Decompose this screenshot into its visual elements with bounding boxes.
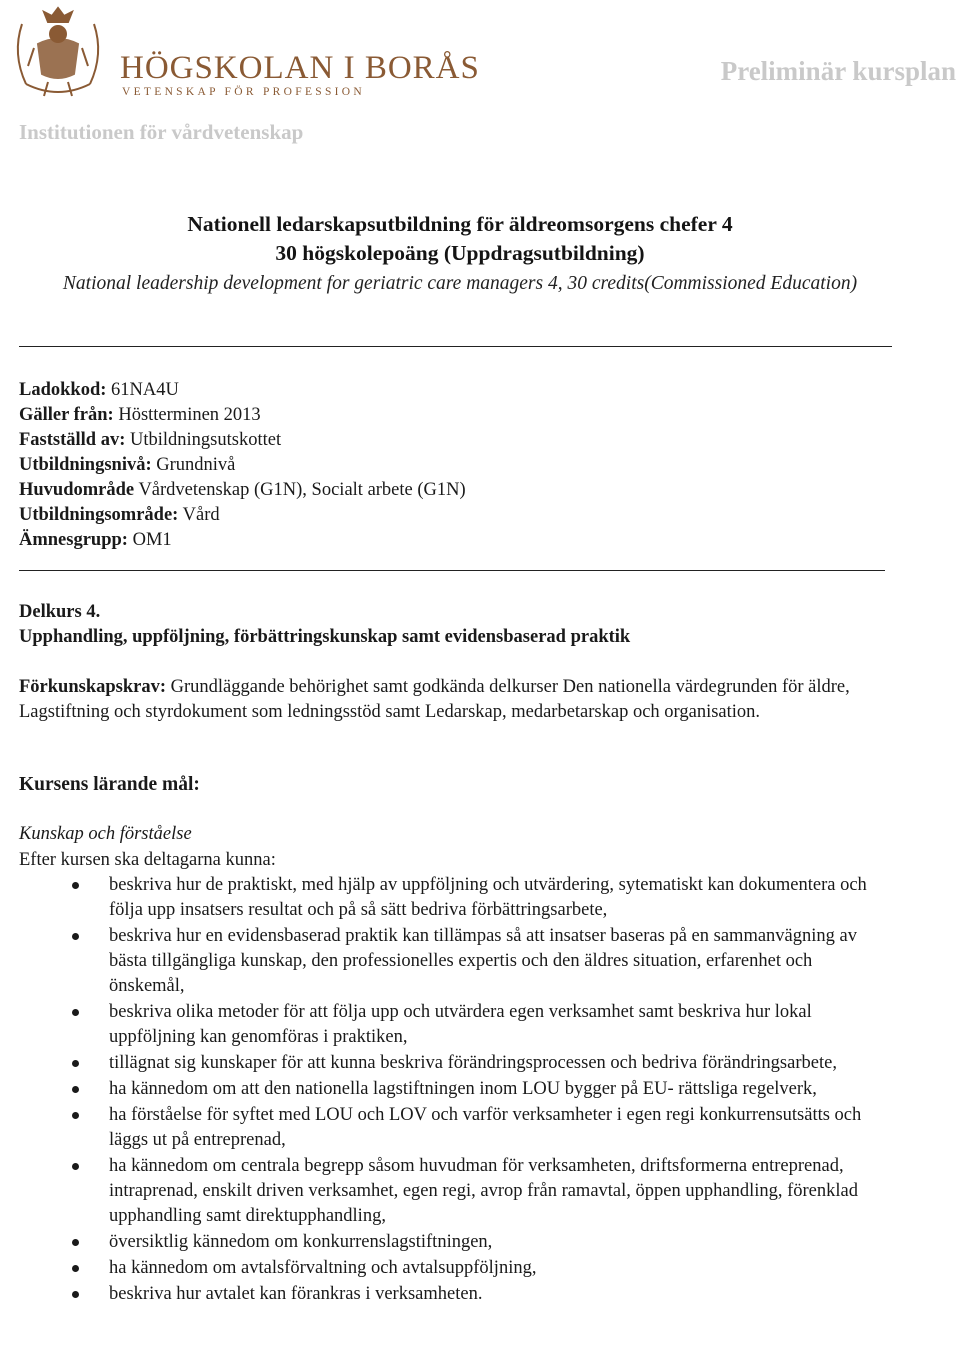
info-value: 61NA4U — [111, 380, 179, 400]
bullet-icon — [72, 1086, 79, 1093]
goals-intro: Efter kursen ska deltagarna kunna: — [19, 850, 276, 870]
course-title-english: National leadership development for geriatric care managers 4, 30 credits(Commissioned Education) — [62, 273, 858, 294]
info-row-level — [19, 453, 466, 478]
bullet-icon — [72, 1163, 79, 1170]
info-label: Utbildningsområde: — [19, 505, 179, 525]
list-item — [0, 924, 889, 999]
learning-goals-heading: Kursens lärande mål: — [19, 774, 200, 795]
list-item — [0, 1230, 889, 1255]
knowledge-subheading: Kunskap och förståelse — [19, 824, 192, 844]
info-value: Vårdvetenskap (G1N), Socialt arbete (G1N) — [138, 480, 466, 500]
info-row-subject-group — [19, 528, 466, 553]
university-crest-icon — [8, 4, 108, 100]
list-item — [0, 1154, 889, 1229]
list-item-text: ha kännedom om att den nationella lagstiftningen inom LOU bygger på EU- rättsliga regelverk, — [109, 1079, 817, 1099]
list-item — [0, 1077, 889, 1102]
list-item-text: ha förståelse för syftet med LOU och LOV och varför verksamheter i egen regi konkurrensutsätts och läggs ut på entreprenad, — [109, 1105, 862, 1150]
info-value: Vård — [182, 505, 220, 525]
info-label: Ladokkod: — [19, 380, 107, 400]
info-value: Grundnivå — [156, 455, 236, 475]
info-row-education-area — [19, 503, 466, 528]
logo-name: HÖGSKOLAN I BORÅS — [120, 50, 480, 86]
divider-top — [19, 346, 892, 347]
list-item-text: ha kännedom om avtalsförvaltning och avtalsuppföljning, — [109, 1258, 537, 1278]
course-info — [19, 378, 466, 553]
info-row-approved-by — [19, 428, 466, 453]
part-label: Delkurs 4. — [19, 602, 101, 622]
university-logo — [8, 4, 480, 100]
status-label: Preliminär kursplan — [720, 56, 956, 86]
logo-tagline: VETENSKAP FÖR PROFESSION — [122, 86, 366, 98]
bullet-icon — [72, 1009, 79, 1016]
list-item — [0, 1000, 889, 1050]
list-item-text: beskriva hur de praktiskt, med hjälp av uppföljning och utvärdering, sytematiskt kan dokumentera och följa upp insatsers resultat och på så sätt bedriva förbättringsarbete, — [109, 875, 867, 920]
course-credits: 30 högskolepoäng (Uppdragsutbildning) — [275, 241, 645, 265]
bullet-icon — [72, 933, 79, 940]
bullet-icon — [72, 1112, 79, 1119]
prerequisites — [19, 675, 899, 725]
prerequisites-label: Förkunskapskrav: — [19, 677, 167, 697]
list-item — [0, 1256, 889, 1281]
divider-bottom — [19, 570, 885, 571]
course-title: Nationell ledarskapsutbildning för äldreomsorgens chefer 4 — [187, 212, 733, 236]
list-item-text: beskriva olika metoder för att följa upp och utvärdera egen verksamhet samt beskriva hur lokal uppföljning kan genomföras i praktiken, — [109, 1002, 812, 1047]
info-label: Huvudområde — [19, 480, 135, 500]
info-row-ladokkod — [19, 378, 466, 403]
bullet-icon — [72, 1265, 79, 1272]
bullet-icon — [72, 1291, 79, 1298]
list-item — [0, 1103, 889, 1153]
info-value: OM1 — [132, 530, 172, 550]
institution-name: Institutionen för vårdvetenskap — [19, 120, 304, 144]
list-item — [0, 1282, 889, 1307]
part-course — [19, 600, 630, 650]
info-label: Ämnesgrupp: — [19, 530, 128, 550]
bullet-icon — [72, 882, 79, 889]
part-name: Upphandling, uppföljning, förbättringskunskap samt evidensbaserad praktik — [19, 627, 631, 647]
list-item-text: tillägnat sig kunskaper för att kunna beskriva förändringsprocessen och bedriva förändringsarbete, — [109, 1053, 837, 1073]
info-row-main-field — [19, 478, 466, 503]
info-label: Gäller från: — [19, 405, 114, 425]
list-item-text: beskriva hur en evidensbaserad praktik kan tillämpas så att insatser baseras på en sammanvägning av bästa tillgängliga kunskap, den professionelles expertis och den äldres situation, erfarenhet och önskemål, — [109, 926, 857, 996]
info-label: Utbildningsnivå: — [19, 455, 152, 475]
info-row-valid-from — [19, 403, 466, 428]
list-item — [0, 1051, 889, 1076]
info-value: Höstterminen 2013 — [118, 405, 261, 425]
info-value: Utbildningsutskottet — [130, 430, 282, 450]
learning-goals-list — [0, 873, 960, 1308]
prerequisites-text: Grundläggande behörighet samt godkända delkurser Den nationella värdegrunden för äldre, Lagstiftning och styrdokument som ledningsstöd samt Ledarskap, medarbetarskap och organisation. — [19, 677, 850, 722]
bullet-icon — [72, 1060, 79, 1067]
list-item-text: översiktlig kännedom om konkurrenslagstiftningen, — [109, 1232, 493, 1252]
list-item-text: ha kännedom om centrala begrepp såsom huvudman för verksamheten, driftsformerna entreprenad, intraprenad, enskilt driven verksamhet, egen regi, avrop från ramavtal, öppen upphandling, förenklad upphandling samt direktupphandling, — [109, 1156, 858, 1226]
info-label: Fastställd av: — [19, 430, 126, 450]
list-item — [0, 873, 889, 923]
bullet-icon — [72, 1239, 79, 1246]
course-title-block — [20, 210, 900, 298]
list-item-text: beskriva hur avtalet kan förankras i verksamheten. — [109, 1284, 483, 1304]
